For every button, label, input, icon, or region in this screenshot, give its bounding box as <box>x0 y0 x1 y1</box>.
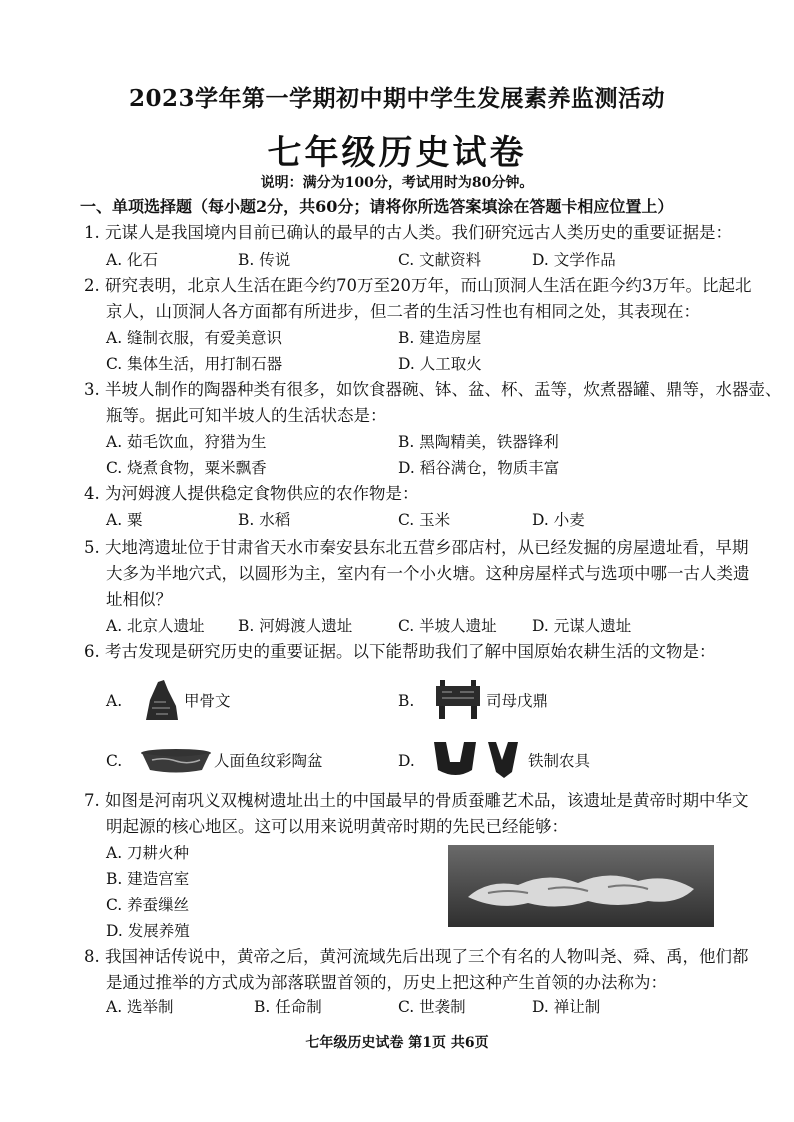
ding-vessel-image <box>432 680 484 720</box>
question-8-option-a: A. 选举制 <box>106 998 174 1016</box>
question-2-option-a: A. 缝制衣服，有爱美意识 <box>106 329 283 347</box>
question-3-stem-line2: 瓶等。据此可知半坡人的生活状态是： <box>106 406 387 425</box>
question-7-option-d: D. 发展养殖 <box>106 922 190 940</box>
page-title: 七年级历史试卷 <box>267 133 527 173</box>
question-2-stem-line2: 京人，山顶洞人各方面都有所进步，但二者的生活习性也有相同之处，其表现在： <box>106 302 700 321</box>
question-4-option-a: A. 粟 <box>106 511 143 529</box>
oracle-bone-image <box>140 676 180 722</box>
question-5-stem-line2: 大多为半地穴式，以圆形为主，室内有一个小火塘。这种房屋样式与选项中哪一古人类遗 <box>106 564 750 583</box>
exam-header-title: 2023学年第一学期初中期中学生发展素养监测活动 <box>128 85 665 112</box>
bone-silkworm-carving-image <box>448 845 714 927</box>
question-4-option-c: C. 玉米 <box>398 511 451 529</box>
question-3-option-c: C. 烧煮食物，粟米飘香 <box>106 459 267 477</box>
question-6-option-a-label: 甲骨文 <box>184 692 231 710</box>
question-5-option-d: D. 元谋人遗址 <box>532 617 632 635</box>
question-1-stem: 1. 元谋人是我国境内目前已确认的最早的古人类。我们研究远古人类历史的重要证据是： <box>84 223 732 242</box>
question-3-stem-line1: 3. 半坡人制作的陶器种类有很多，如饮食器碗、钵、盆、杯、盂等，炊煮器罐、鼎等，水器壶、 <box>84 380 782 399</box>
page-footer: 七年级历史试卷 第1页 共6页 <box>305 1035 489 1051</box>
question-4-stem: 4. 为河姆渡人提供稳定食物供应的农作物是： <box>84 484 419 503</box>
question-1-option-c: C. 文献资料 <box>398 251 482 269</box>
question-1-option-a: A. 化石 <box>106 251 159 269</box>
question-1-option-b: B. 传说 <box>238 251 291 269</box>
question-2-option-d: D. 人工取火 <box>398 355 482 373</box>
question-7-option-c: C. 养蚕缫丝 <box>106 896 190 914</box>
exam-instructions: 说明：满分为100分，考试用时为80分钟。 <box>260 175 534 191</box>
question-7-stem-line2: 明起源的核心地区。这可以用来说明黄帝时期的先民已经能够： <box>106 817 568 836</box>
iron-farm-tools-image <box>432 738 524 780</box>
question-8-stem-line1: 8. 我国神话传说中，黄帝之后，黄河流域先后出现了三个有名的人物叫尧、舜、禹，他们都 <box>84 947 749 966</box>
question-5-option-b: B. 河姆渡人遗址 <box>238 617 353 635</box>
question-6-option-b: B. <box>398 692 415 710</box>
section-heading: 一、单项选择题（每小题2分，共60分；请将你所选答案填涂在答题卡相应位置上） <box>80 197 674 216</box>
question-5-stem-line3: 址相似？ <box>106 590 172 609</box>
question-8-option-c: C. 世袭制 <box>398 998 466 1016</box>
question-3-option-a: A. 茹毛饮血，狩猎为生 <box>106 433 267 451</box>
question-8-stem-line2: 是通过推举的方式成为部落联盟首领的，历史上把这种产生首领的办法称为： <box>106 973 667 992</box>
question-6-option-d: D. <box>398 752 415 770</box>
question-5-stem-line1: 5. 大地湾遗址位于甘肃省天水市秦安县东北五营乡邵店村，从已经发掘的房屋遗址看，早期 <box>84 538 749 557</box>
question-7-option-a: A. 刀耕火种 <box>106 844 190 862</box>
question-6-option-a: A. <box>106 692 123 710</box>
question-4-option-b: B. 水稻 <box>238 511 291 529</box>
question-5-option-a: A. 北京人遗址 <box>106 617 205 635</box>
question-6-option-b-label: 司母戊鼎 <box>486 692 549 710</box>
question-5-option-c: C. 半坡人遗址 <box>398 617 497 635</box>
question-8-option-d: D. 禅让制 <box>532 998 601 1016</box>
question-4-option-d: D. 小麦 <box>532 511 585 529</box>
question-8-option-b: B. 任命制 <box>254 998 322 1016</box>
question-3-option-d: D. 稻谷满仓，物质丰富 <box>398 459 560 477</box>
question-6-option-c-label: 人面鱼纹彩陶盆 <box>214 752 323 770</box>
question-7-option-b: B. 建造宫室 <box>106 870 190 888</box>
question-3-option-b: B. 黑陶精美，铁器锋利 <box>398 433 559 451</box>
painted-pottery-basin-image <box>140 748 212 774</box>
question-6-stem: 6. 考古发现是研究历史的重要证据。以下能帮助我们了解中国原始农耕生活的文物是： <box>84 642 716 661</box>
question-2-option-c: C. 集体生活，用打制石器 <box>106 355 283 373</box>
question-2-option-b: B. 建造房屋 <box>398 329 482 347</box>
question-2-stem-line1: 2. 研究表明，北京人生活在距今约70万至20万年，而山顶洞人生活在距今约3万年。比起北 <box>84 276 752 295</box>
question-7-stem-line1: 7. 如图是河南巩义双槐树遗址出土的中国最早的骨质蚕雕艺术品，该遗址是黄帝时期中华文 <box>84 791 749 810</box>
question-6-option-c: C. <box>106 752 123 770</box>
question-6-option-d-label: 铁制农具 <box>528 752 591 770</box>
question-1-option-d: D. 文学作品 <box>532 251 616 269</box>
